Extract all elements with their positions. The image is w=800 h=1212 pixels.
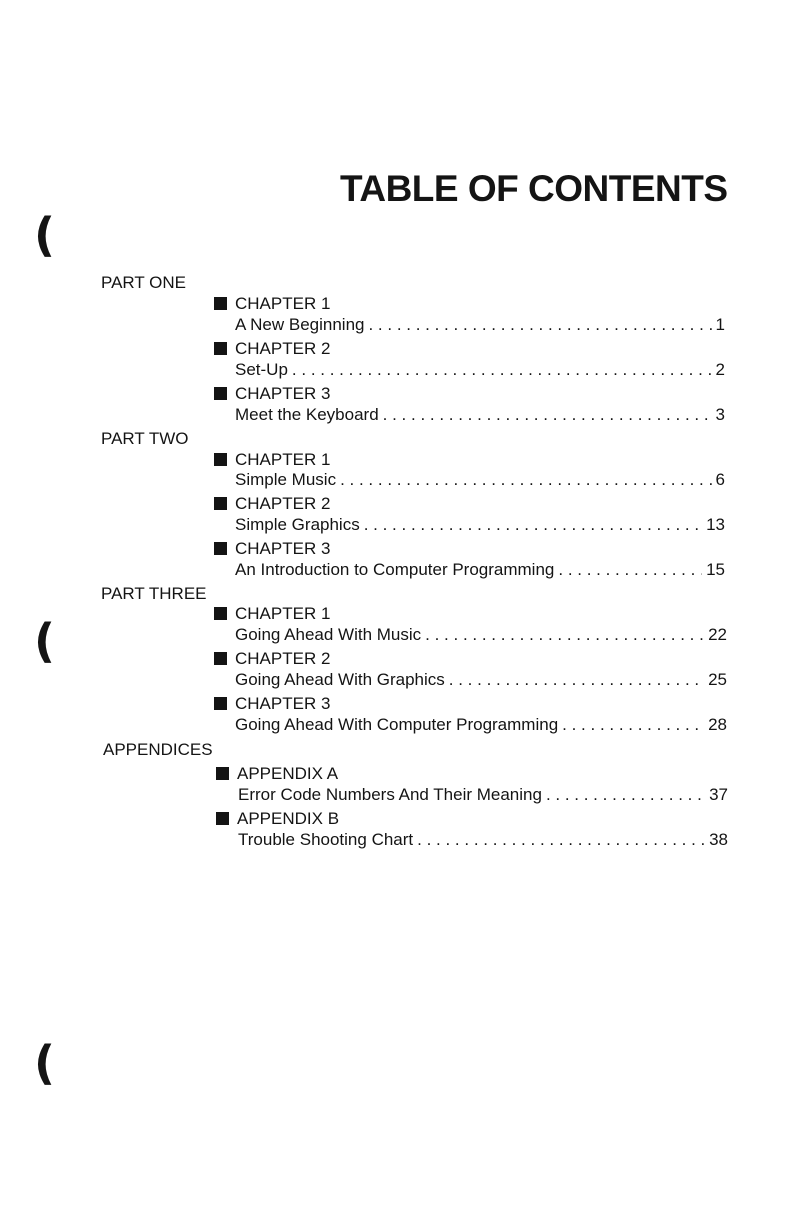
bullet-square-icon	[216, 812, 229, 825]
page-title: TABLE OF CONTENTS	[340, 168, 728, 209]
toc-entry[interactable]: Going Ahead With Graphics . . . 25	[235, 670, 727, 690]
page-number: 2	[715, 360, 725, 379]
chapter-heading: CHAPTER 2	[214, 649, 330, 669]
bullet-square-icon	[216, 767, 229, 780]
page-number: 28	[708, 715, 727, 734]
toc-entry[interactable]: Simple Music . . . 6	[235, 470, 725, 490]
bullet-square-icon	[214, 453, 227, 466]
page-number: 1	[715, 315, 725, 334]
toc-entry[interactable]: Going Ahead With Computer Programming . . . 28	[235, 715, 727, 735]
part-one-label: PART ONE	[101, 273, 187, 292]
binder-hole-mark: (	[34, 208, 56, 262]
binder-hole-mark: (	[34, 1036, 56, 1090]
toc-entry[interactable]: Going Ahead With Music . . . 22	[235, 625, 727, 645]
chapter-heading: CHAPTER 2	[214, 339, 330, 359]
bullet-square-icon	[214, 297, 227, 310]
appendix-heading: APPENDIX A	[216, 764, 338, 784]
bullet-square-icon	[214, 542, 227, 555]
toc-entry[interactable]: Trouble Shooting Chart . . . 38	[238, 830, 728, 850]
bullet-square-icon	[214, 342, 227, 355]
appendix-heading: APPENDIX B	[216, 809, 339, 829]
toc-entry[interactable]: An Introduction to Computer Programming . . . 15	[235, 560, 725, 580]
chapter-heading: CHAPTER 3	[214, 694, 330, 714]
toc-entry[interactable]: Meet the Keyboard . . . 3	[235, 405, 725, 425]
toc-entry[interactable]: Simple Graphics . . . 13	[235, 515, 725, 535]
part-three-label: PART THREE	[101, 584, 207, 603]
bullet-square-icon	[214, 607, 227, 620]
bullet-square-icon	[214, 652, 227, 665]
page-number: 13	[706, 515, 725, 534]
chapter-heading: CHAPTER 3	[214, 384, 330, 404]
chapter-heading: CHAPTER 3	[214, 539, 330, 559]
page-number: 25	[708, 670, 727, 689]
part-two-label: PART TWO	[101, 429, 189, 448]
binder-hole-mark: (	[34, 614, 56, 668]
toc-entry[interactable]: Set-Up . . . 2	[235, 360, 725, 380]
toc-entry[interactable]: A New Beginning . . . 1	[235, 315, 725, 335]
chapter-heading: CHAPTER 1	[214, 294, 330, 314]
bullet-square-icon	[214, 387, 227, 400]
page-number: 6	[715, 470, 725, 489]
page-number: 38	[709, 830, 728, 849]
bullet-square-icon	[214, 497, 227, 510]
chapter-heading: CHAPTER 1	[214, 450, 330, 470]
bullet-square-icon	[214, 697, 227, 710]
chapter-heading: CHAPTER 2	[214, 494, 330, 514]
toc-entry[interactable]: Error Code Numbers And Their Meaning . . . 37	[238, 785, 728, 805]
page-number: 22	[708, 625, 727, 644]
chapter-heading: CHAPTER 1	[214, 604, 330, 624]
page-number: 37	[709, 785, 728, 804]
appendices-label: APPENDICES	[103, 740, 213, 759]
page-number: 15	[706, 560, 725, 579]
page-number: 3	[715, 405, 725, 424]
